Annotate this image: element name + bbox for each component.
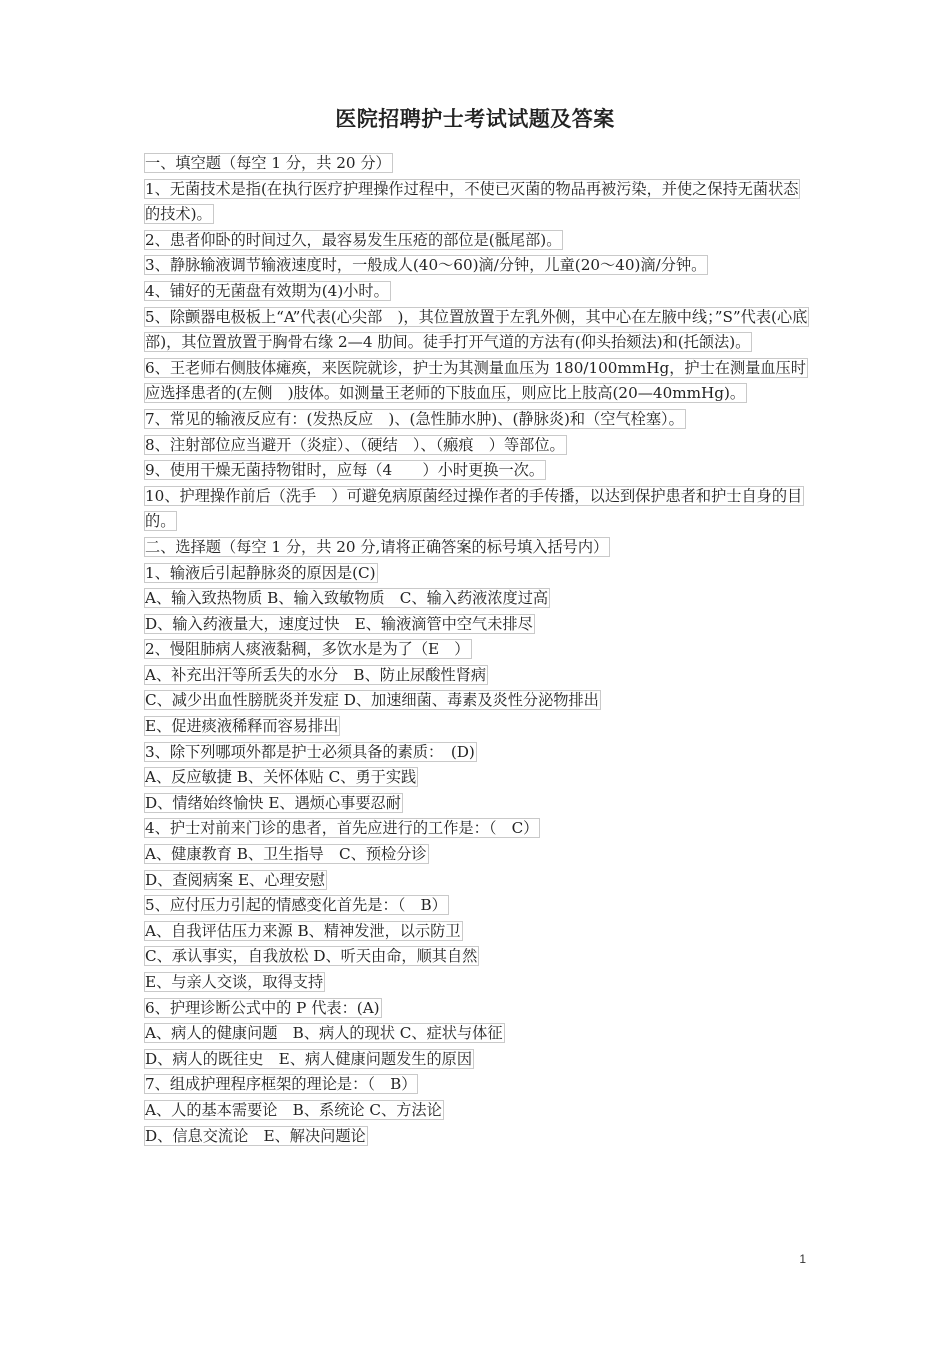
option-line: D、查阅病案 E、心理安慰 bbox=[145, 870, 325, 889]
option-line: A、病人的健康问题 B、病人的现状 C、症状与体征 bbox=[145, 1024, 503, 1043]
option-line: A、健康教育 B、卫生指导 C、预检分诊 bbox=[145, 845, 427, 864]
question-line: 3、静脉输液调节输液速度时，一般成人(40～60)滴/分钟，儿童(20～40)滴/分钟。 bbox=[145, 256, 707, 275]
question-line: 5、除颤器电极板上“A”代表(心尖部 )，其位置放置于左乳外侧，其中心在左腋中线；”S”代表(心底部)，其位置放置于胸骨右缘 2—4 肋间。徒手打开气道的方法有(仰头抬颏法)和(托颌法)。 bbox=[145, 307, 808, 352]
question-line: 7、组成护理程序框架的理论是：（ B） bbox=[145, 1075, 417, 1094]
question-line: 7、常见的输液反应有：(发热反应 )、(急性肺水肿)、(静脉炎)和（空气栓塞）。 bbox=[145, 409, 684, 428]
section-heading-choice: 二、选择题（每空 1 分，共 20 分,请将正确答案的标号填入括号内） bbox=[145, 537, 609, 556]
option-line: A、反应敏捷 B、关怀体贴 C、勇于实践 bbox=[145, 768, 417, 787]
question-line: 1、无菌技术是指(在执行医疗护理操作过程中，不使已灭菌的物品再被污染，并使之保持无菌状态的技术)。 bbox=[145, 179, 799, 224]
option-line: C、减少出血性膀胱炎并发症 D、加速细菌、毒素及炎性分泌物排出 bbox=[145, 691, 599, 710]
question-line: 6、王老师右侧肢体瘫痪，来医院就诊，护士为其测量血压为 180/100mmHg，护士在测量血压时应选择患者的(左侧 )肢体。如测量王老师的下肢血压，则应比上肢高(20—40mmHg)。 bbox=[145, 358, 806, 403]
question-line: 2、慢阻肺病人痰液黏稠，多饮水是为了（E ） bbox=[145, 640, 470, 659]
question-line: 5、应付压力引起的情感变化首先是：（ B） bbox=[145, 896, 447, 915]
question-line: 3、除下列哪项外都是护士必须具备的素质： (D) bbox=[145, 742, 475, 761]
document-body bbox=[144, 151, 808, 1149]
question-line: 8、注射部位应当避开（炎症）、（硬结 ）、（瘢痕 ）等部位。 bbox=[145, 435, 565, 454]
document-title: 医院招聘护士考试试题及答案 bbox=[335, 106, 615, 131]
option-line: D、病人的既往史 E、病人健康问题发生的原因 bbox=[145, 1049, 473, 1068]
option-line: D、输入药液量大，速度过快 E、输液滴管中空气未排尽 bbox=[145, 614, 533, 633]
option-line: D、情绪始终愉快 E、遇烦心事要忍耐 bbox=[145, 793, 401, 812]
page-number: 1 bbox=[799, 1252, 806, 1266]
question-line: 4、护士对前来门诊的患者，首先应进行的工作是：（ C） bbox=[145, 819, 539, 838]
option-line: E、促进痰液稀释而容易排出 bbox=[145, 717, 339, 736]
option-line: A、自我评估压力来源 B、精神发泄，以示防卫 bbox=[145, 921, 461, 940]
option-line: E、与亲人交谈，取得支持 bbox=[145, 973, 324, 991]
option-line: A、补充出汗等所丢失的水分 B、防止尿酸性肾病 bbox=[145, 665, 487, 684]
option-line: A、输入致热物质 B、输入致敏物质 C、输入药液浓度过高 bbox=[145, 589, 549, 608]
question-line: 4、铺好的无菌盘有效期为(4)小时。 bbox=[145, 281, 389, 300]
question-line: 9、使用干燥无菌持物钳时，应每（4 ）小时更换一次。 bbox=[145, 461, 545, 480]
question-line: 2、患者仰卧的时间过久，最容易发生压疮的部位是(骶尾部)。 bbox=[145, 230, 562, 249]
option-line: A、人的基本需要论 B、系统论 C、方法论 bbox=[145, 1100, 442, 1119]
question-line: 1、输液后引起静脉炎的原因是(C) bbox=[145, 563, 376, 582]
question-line: 6、护理诊断公式中的 P 代表：(A) bbox=[145, 998, 380, 1017]
option-line: C、承认事实，自我放松 D、听天由命，顺其自然 bbox=[145, 947, 478, 966]
question-line: 10、护理操作前后（洗手 ）可避免病原菌经过操作者的手传播，以达到保护患者和护士自身的目的。 bbox=[145, 486, 803, 531]
section-heading-fill-in: 一、填空题（每空 1 分，共 20 分） bbox=[145, 154, 391, 172]
option-line: D、信息交流论 E、解决问题论 bbox=[145, 1126, 366, 1145]
